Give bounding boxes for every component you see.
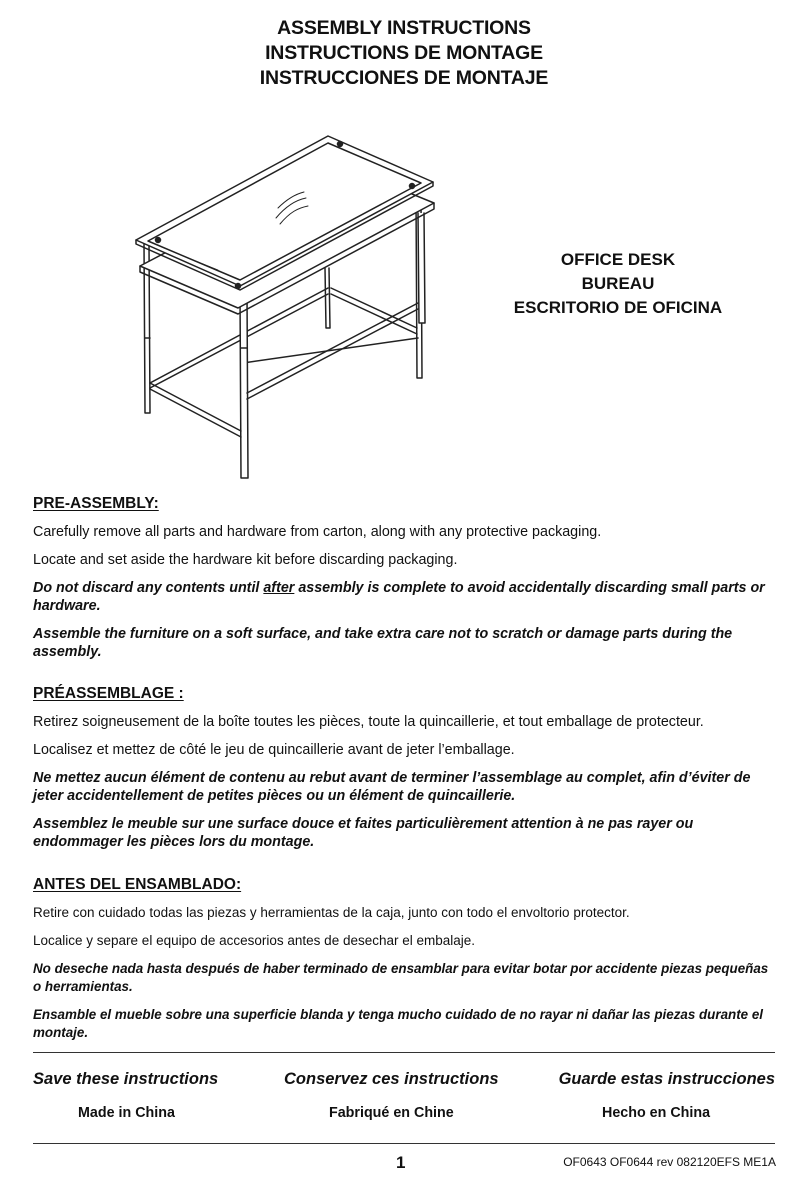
title-english: ASSEMBLY INSTRUCTIONS <box>277 17 531 39</box>
warning-paragraph: Assemblez le meuble sur une surface douce et faites particulièrement attention à ne pas rayer ou endommager les pièces lors du montage. <box>33 816 694 850</box>
warning-paragraph: Ne mettez aucun élément de contenu au rebut avant de terminer l’assemblage au complet, afin d’éviter de jeter accidentellement de petites pièces ou un élément de quincaillerie. <box>33 770 751 804</box>
save-instructions-english: Save these instructions <box>33 1070 219 1088</box>
divider <box>33 1143 775 1144</box>
instruction-paragraph: Carefully remove all parts and hardware from carton, along with any protective packaging. <box>33 524 602 540</box>
emphasis-after: after <box>263 580 295 596</box>
instruction-paragraph: Retire con cuidado todas las piezas y herramientas de la caja, junto con todo el envoltorio protector. <box>33 905 630 920</box>
pre-assembly-section-english <box>33 494 775 671</box>
pre-assembly-section-french <box>33 684 775 861</box>
section-title: PRE-ASSEMBLY: <box>33 495 159 512</box>
divider <box>33 1052 775 1053</box>
save-instructions-row <box>33 1070 775 1092</box>
warning-paragraph: No deseche nada hasta después de haber terminado de ensamblar para evitar botar por accidente piezas pequeñas o herramientas. <box>33 961 769 994</box>
warning-paragraph: Ensamble el mueble sobre una superficie blanda y tenga mucho cuidado de no rayar ni dañar las piezas durante el montaje. <box>33 1007 763 1040</box>
made-in-french: Fabriqué en Chine <box>329 1105 454 1121</box>
instruction-paragraph: Localisez et mettez de côté le jeu de quincaillerie avant de jeter l’emballage. <box>33 742 515 758</box>
product-name-spanish: ESCRITORIO DE OFICINA <box>513 298 723 317</box>
page-number: 1 <box>396 1153 406 1172</box>
document-code: OF0643 OF0644 rev 082120EFS ME1A <box>563 1155 776 1169</box>
section-title: PRÉASSEMBLAGE : <box>33 685 184 702</box>
made-in-english: Made in China <box>78 1105 175 1121</box>
made-in-row <box>33 1105 775 1125</box>
product-name-french: BUREAU <box>581 274 655 293</box>
pre-assembly-section-spanish <box>33 875 775 1052</box>
made-in-spanish: Hecho en China <box>602 1105 711 1121</box>
section-title: ANTES DEL ENSAMBLADO: <box>33 876 242 893</box>
product-name-english: OFFICE DESK <box>560 250 676 269</box>
warning-paragraph: Assemble the furniture on a soft surface, and take extra care not to scratch or damage parts during the assembly. <box>33 626 733 660</box>
instruction-paragraph: Locate and set aside the hardware kit before discarding packaging. <box>33 552 458 568</box>
document-header <box>0 16 808 91</box>
warning-paragraph: Do not discard any contents until after assembly is complete to avoid accidentally discarding small parts or hardware. <box>33 580 765 614</box>
office-desk-illustration <box>128 128 448 488</box>
title-french: INSTRUCTIONS DE MONTAGE <box>265 42 543 64</box>
save-instructions-spanish: Guarde estas instrucciones <box>558 1070 775 1088</box>
instruction-paragraph: Retirez soigneusement de la boîte toutes les pièces, toute la quincaillerie, et tout emballage de protecteur. <box>33 714 704 730</box>
title-spanish: INSTRUCCIONES DE MONTAJE <box>259 67 549 89</box>
instruction-paragraph: Localice y separe el equipo de accesorios antes de desechar el embalaje. <box>33 933 476 948</box>
save-instructions-french: Conservez ces instructions <box>284 1070 499 1088</box>
product-name <box>478 248 758 320</box>
